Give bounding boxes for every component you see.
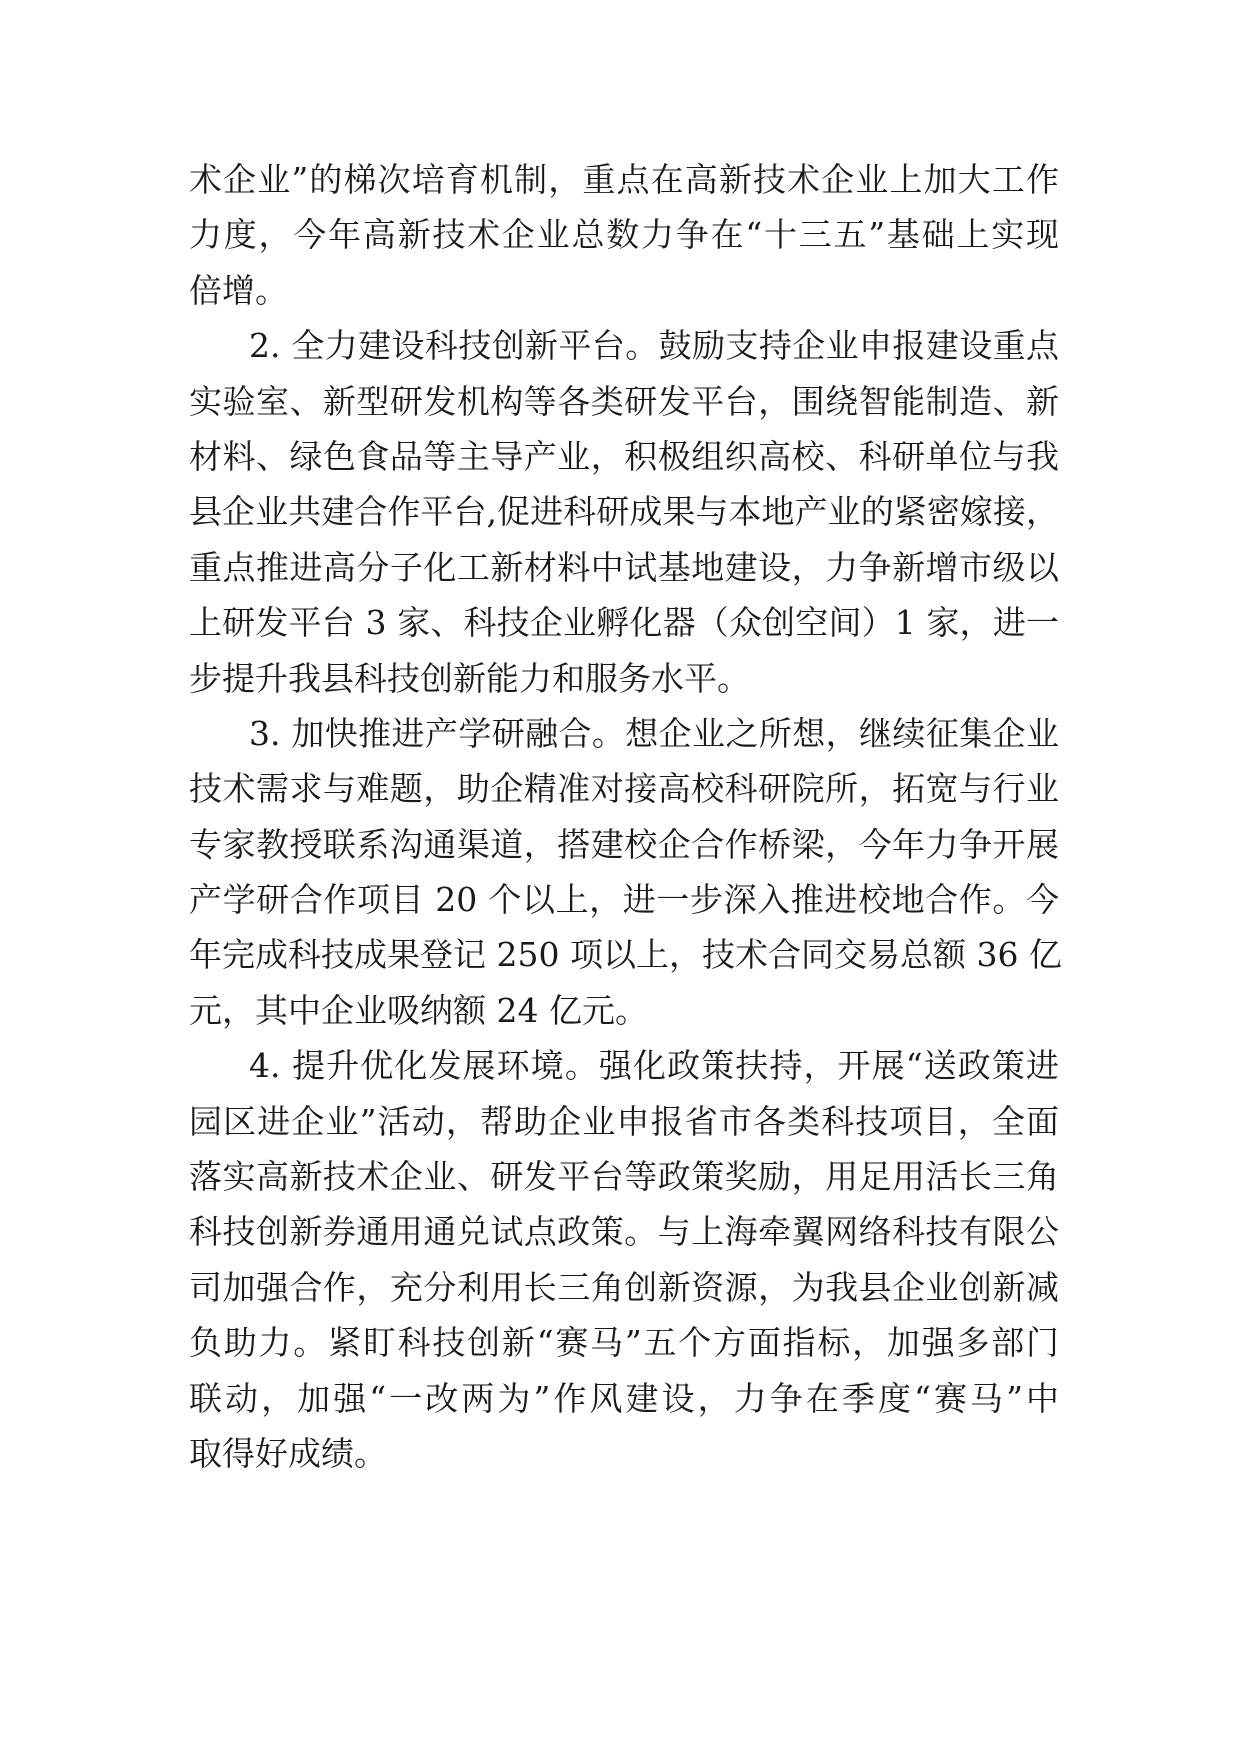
text-line: 步提升我县科技创新能力和服务水平。 (189, 658, 750, 698)
text-line: 司加强合作，充分利用长三角创新资源，为我县企业创新减 (189, 1267, 1059, 1307)
text-line: 产学研合作项目 20 个以上，进一步深入推进校地合作。今 (189, 880, 1059, 920)
text-line: 联动，加强“一改两为”作风建设，力争在季度“赛马”中 (189, 1378, 1059, 1418)
text-line: 专家教授联系沟通渠道，搭建校企合作桥梁，今年力争开展 (189, 824, 1059, 864)
text-line: 技术需求与难题，助企精准对接高校科研院所，拓宽与行业 (189, 769, 1059, 809)
text-line: 实验室、新型研发机构等各类研发平台，围绕智能制造、新 (189, 381, 1059, 421)
text-line: 重点推进高分子化工新材料中试基地建设，力争新增市级以 (189, 547, 1059, 587)
text-line: 术企业”的梯次培育机制，重点在高新技术企业上加大工作 (189, 160, 1059, 199)
text-line: 材料、绿色食品等主导产业，积极组织高校、科研单位与我 (189, 436, 1059, 476)
section-heading-line: 2. 全力建设科技创新平台。鼓励支持企业申报建设重点 (249, 326, 1059, 366)
text-line: 取得好成绩。 (189, 1433, 387, 1473)
document-body (189, 152, 1062, 1481)
text-line: 倍增。 (189, 270, 288, 310)
text-line: 科技创新券通用通兑试点政策。与上海牵翼网络科技有限公 (189, 1212, 1059, 1252)
text-line: 落实高新技术企业、研发平台等政策奖励，用足用活长三角 (189, 1157, 1059, 1197)
text-line: 负助力。紧盯科技创新“赛马”五个方面指标，加强多部门 (189, 1323, 1059, 1363)
text-line: 元，其中企业吸纳额 24 亿元。 (189, 990, 648, 1030)
text-line: 县企业共建合作平台,促进科研成果与本地产业的紧密嫁接， (189, 492, 1059, 532)
text-line: 园区进企业”活动，帮助企业申报省市各类科技项目，全面 (189, 1101, 1059, 1141)
text-line: 上研发平台 3 家、科技企业孵化器（众创空间）1 家，进一 (189, 603, 1059, 643)
section-heading-line: 4. 提升优化发展环境。强化政策扶持，开展“送政策进 (249, 1046, 1059, 1086)
text-line: 年完成科技成果登记 250 项以上，技术合同交易总额 36 亿 (189, 935, 1062, 975)
text-line: 力度，今年高新技术企业总数力争在“十三五”基础上实现 (189, 215, 1059, 255)
section-heading-line: 3. 加快推进产学研融合。想企业之所想，继续征集企业 (249, 713, 1059, 753)
